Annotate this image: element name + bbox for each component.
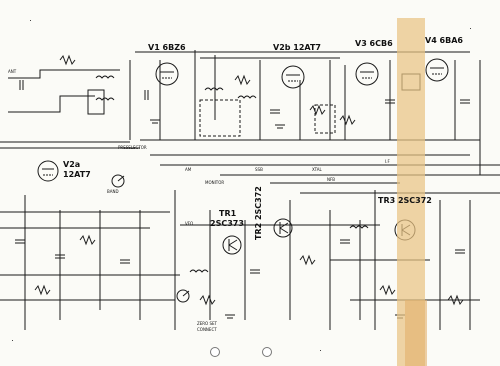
label-xtal: XTAL <box>312 167 322 172</box>
tube-label-v1: V1 6BZ6 <box>148 43 186 52</box>
label-preselector: PRESELECTOR <box>118 145 147 150</box>
label-zero-set: ZERO SET <box>197 321 217 326</box>
tube-label-v4: V4 6BA6 <box>425 36 463 45</box>
transistor-label-tr1-type: 2SC373 <box>210 219 244 228</box>
transistor-label-tr2: TR2 2SC372 <box>254 186 263 240</box>
tube-label-v2a: V2a <box>63 160 81 169</box>
label-ant: ANT <box>8 69 17 74</box>
scan-speck <box>12 340 13 341</box>
tube-label-v3: V3 6CB6 <box>355 39 393 48</box>
scan-speck <box>470 28 471 29</box>
scan-speck <box>320 350 321 351</box>
label-zero-set-connect: CONNECT <box>197 327 217 332</box>
punch-hole-left <box>210 347 220 357</box>
tube-label-v2b: V2b 12AT7 <box>273 43 321 52</box>
label-vfo: VFO <box>185 221 194 226</box>
punch-hole-right <box>262 347 272 357</box>
scan-speck <box>30 20 31 21</box>
label-monitor: MONITOR <box>205 180 225 185</box>
label-mode: AM <box>185 167 192 172</box>
label-nfb: NFB <box>327 177 336 182</box>
transistor-label-tr1: TR1 <box>219 209 237 218</box>
transistor-label-tr3: TR3 2SC372 <box>378 196 432 205</box>
label-if: I.F <box>385 159 390 164</box>
masking-tape-strip-lower <box>405 300 427 366</box>
tube-label-v2a-type: 12AT7 <box>63 170 91 179</box>
label-band: BAND <box>107 189 119 194</box>
label-ssb: SSB <box>255 167 263 172</box>
